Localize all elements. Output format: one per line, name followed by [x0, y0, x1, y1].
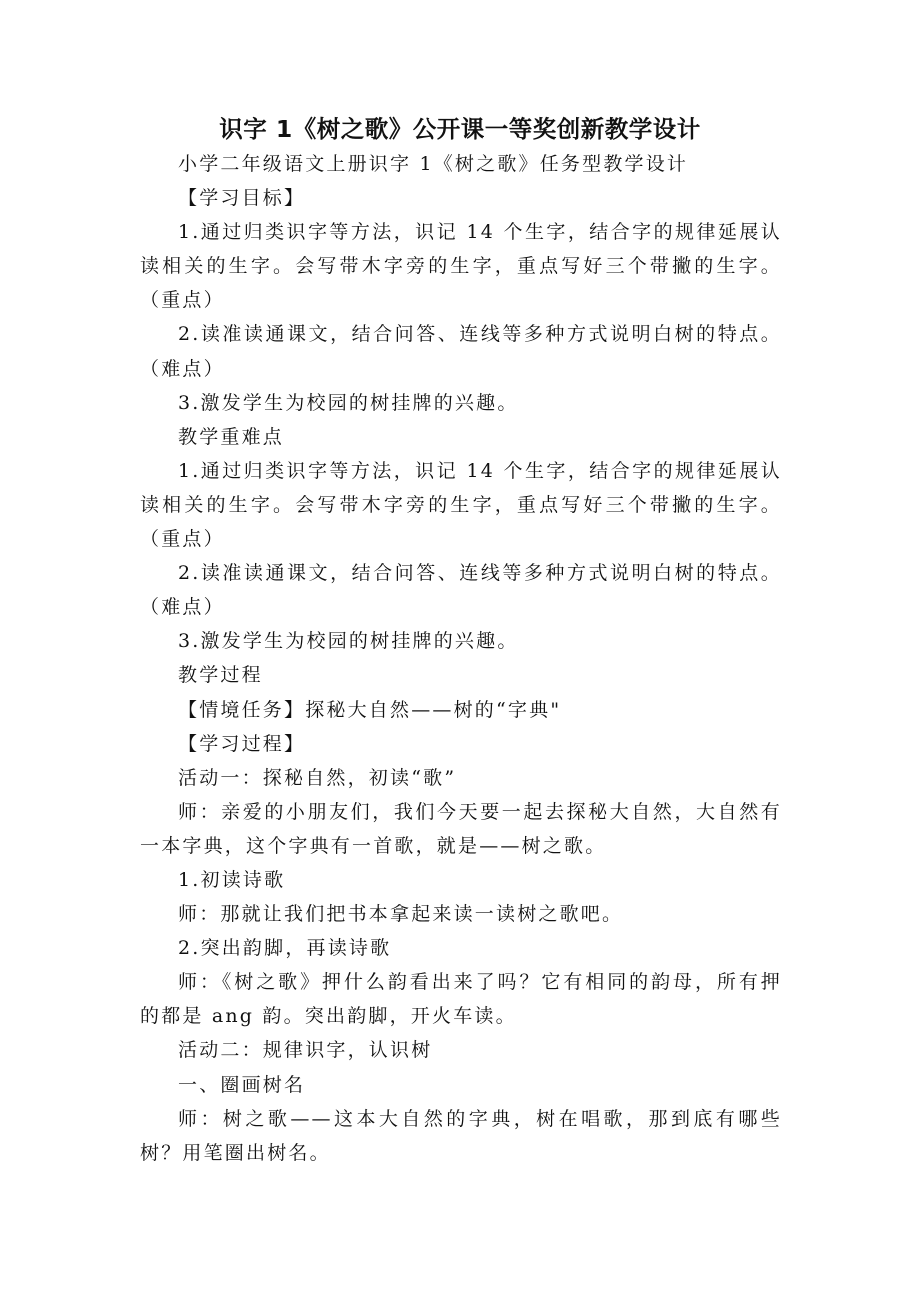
- key-point-paragraph-2: 2.读准读通课文，结合问答、连线等多种方式说明白树的特点。（难点）: [140, 562, 782, 619]
- teacher-paragraph-4: 师：树之歌——这本大自然的字典，树在唱歌，那到底有哪些树？用笔圈出树名。: [140, 1107, 782, 1164]
- key-point-paragraph-1: 1.通过归类识字等方法，识记 14 个生字，结合字的规律延展认读相关的生字。会写带木字旁的生字，重点写好三个带撇的生字。（重点）: [140, 459, 782, 551]
- activity-one-heading: 活动一：探秘自然，初读“歌”: [178, 766, 457, 789]
- key-point-paragraph-3: 3.激发学生为校园的树挂牌的兴趣。: [178, 630, 519, 653]
- section-heading-learning-process: 【学习过程】: [178, 732, 306, 755]
- step-paragraph-2: 2.突出韵脚，再读诗歌: [178, 937, 392, 960]
- section-heading-key-points: 教学重难点: [178, 425, 285, 448]
- scenario-task-paragraph: 【情境任务】探秘大自然——树的“字典": [178, 698, 562, 721]
- teacher-paragraph-2: 师：那就让我们把书本拿起来读一读树之歌吧。: [178, 903, 624, 926]
- section-heading-process: 教学过程: [178, 664, 263, 687]
- goal-paragraph-2: 2.读准读通课文，结合问答、连线等多种方式说明白树的特点。（难点）: [140, 323, 782, 380]
- subtitle-paragraph: 小学二年级语文上册识字 1《树之歌》任务型教学设计: [178, 153, 689, 175]
- document-body: [140, 147, 782, 1170]
- section-heading-learning-goals: 【学习目标】: [178, 187, 306, 210]
- step-paragraph-1: 1.初读诗歌: [178, 868, 286, 891]
- goal-paragraph-3: 3.激发学生为校园的树挂牌的兴趣。: [178, 391, 519, 414]
- teacher-paragraph-3: 师：《树之歌》押什么韵看出来了吗？它有相同的韵母，所有押的都是 ang 韵。突出韵脚，开火车读。: [140, 971, 782, 1028]
- goal-paragraph-1: 1.通过归类识字等方法，识记 14 个生字，结合字的规律延展认读相关的生字。会写带木字旁的生字，重点写好三个带撇的生字。（重点）: [140, 221, 782, 312]
- document-title: 识字 1《树之歌》公开课一等奖创新教学设计: [219, 115, 701, 143]
- teacher-paragraph-1: 师：亲爱的小朋友们，我们今天要一起去探秘大自然，大自然有一本字典，这个字典有一首歌，就是——树之歌。: [140, 800, 782, 857]
- activity-two-heading: 活动二：规律识字，认识树: [178, 1039, 433, 1062]
- subsection-heading-circle-names: 一、圈画树名: [178, 1073, 306, 1096]
